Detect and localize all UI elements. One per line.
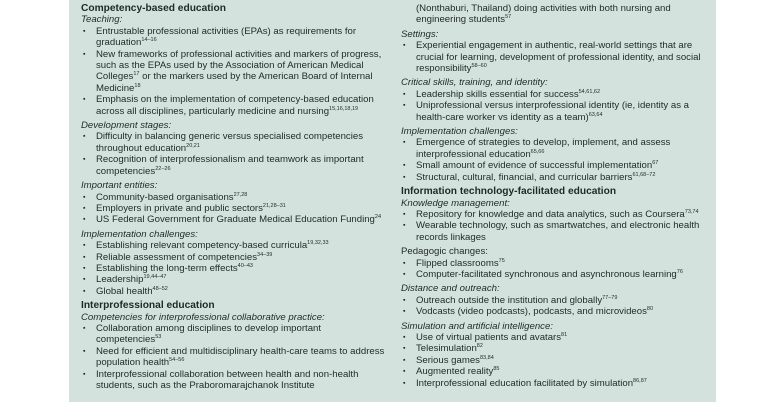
right-column: [401, 3, 704, 402]
education-panel: [69, 0, 716, 402]
reference: 19,32,33: [307, 239, 329, 246]
reference: 54,61,62: [578, 88, 601, 95]
list-item: ▪ Uniprofessional versus interprofessional identity (ie, identity as a health-care worker vs identity as a team)$^{63,64}$: [401, 100, 704, 123]
reference: 80: [646, 305, 654, 312]
subheading: Implementation challenges:: [81, 228, 198, 240]
reference: 20,21: [186, 142, 200, 149]
reference: 27,28: [233, 191, 248, 198]
reference: 86,87: [633, 377, 647, 384]
list-item: ▪ Wearable technology, such as smartwatches, and electronic health records linkages: [401, 220, 704, 243]
list-item: ▪ Vodcasts (video podcasts), podcasts, and microvideos$^{80}$: [401, 306, 704, 317]
reference: 18: [134, 82, 141, 89]
reference: 81: [561, 331, 568, 338]
bullet-list: [401, 209, 704, 243]
section-title: Competency-based education: [81, 3, 226, 14]
list-item: ▪ Interprofessional collaboration between health and non-health students, such as the Praboromarajchanok Institute: [81, 369, 389, 392]
subheading: Critical skills, training, and identity:: [400, 77, 548, 89]
bullet-list: [81, 131, 389, 177]
subheading: Pedagogic changes:: [400, 246, 488, 258]
list-item: ▪ Establishing relevant competency-based curricula$^{19,32,33}$: [81, 240, 389, 251]
bullet-list: [81, 240, 389, 297]
list-item: ▪ Establishing the long-term effects$^{40-43}$: [81, 263, 389, 274]
bullet-list: [401, 137, 704, 183]
bullet-list: [401, 40, 704, 74]
list-item: ▪ Use of virtual patients and avatars$^{81}$: [401, 332, 704, 343]
bullet-list: [81, 323, 389, 391]
list-item: ▪ Community-based organisations$^{27,28}$: [81, 192, 389, 203]
list-item: ▪ Leadership skills essential for success$^{54,61,62}$: [401, 89, 704, 100]
reference: 48–52: [152, 285, 168, 292]
reference: 14–16: [141, 37, 157, 44]
list-item: ▪ Outreach outside the institution and globally$^{77-79}$: [401, 295, 704, 306]
reference: 65,66: [530, 148, 545, 155]
list-item: ▪ Emergence of strategies to develop, implement, and assess interprofessional education$^{65,66}$: [401, 137, 704, 160]
subheading: Distance and outreach:: [400, 283, 500, 295]
list-item: ▪ Employers in private and public sectors$^{21,28-31}$: [81, 203, 389, 214]
reference: 17: [133, 71, 140, 78]
bullet-list: [401, 89, 704, 123]
bullet-list: [401, 295, 704, 318]
list-item: ▪ Emphasis on the implementation of competency-based education across all disciplines, particularly medicine and nursing$^{15,16,18,19}$: [81, 94, 389, 117]
reference: 21,28–31: [262, 202, 286, 209]
reference: 85: [493, 366, 500, 372]
list-item-continuation: (Nonthaburi, Thailand) doing activities with both nursing and engineering students$^{57}$: [415, 3, 671, 26]
section-title: Information technology-facilitated education: [400, 186, 617, 198]
left-column: [81, 3, 389, 402]
list-item: ▪ Interprofessional education facilitated by simulation$^{86,87}$: [401, 378, 704, 389]
list-item: ▪ Collaboration among disciplines to develop important competencies$^{53}$: [81, 323, 389, 346]
reference: 75: [498, 257, 505, 264]
reference: 53: [155, 334, 162, 341]
list-item: ▪ New frameworks of professional activities and markers of progress, such as the EPAs used by the Association of American Medical Colleges$^{17}$ or the markers used by the American Board of Internal Medicine$^{18}$: [81, 49, 389, 95]
list-item: ▪ Serious games$^{83,84}$: [401, 355, 704, 366]
reference: 40–43: [237, 262, 253, 269]
list-item: ▪ Small amount of evidence of successful implementation$^{67}$: [401, 160, 704, 171]
list-item: ▪ Augmented reality$^{85}$: [401, 366, 704, 377]
subheading: Simulation and artificial intelligence:: [400, 320, 553, 332]
reference: 73,74: [684, 208, 699, 215]
subheading: Competencies for interprofessional collaborative practice:: [81, 311, 325, 323]
reference: 54–56: [169, 357, 185, 363]
list-item: ▪ Leadership$^{19,44-47}$: [81, 274, 389, 285]
subheading: Important entities:: [81, 180, 158, 192]
list-item: ▪ Entrustable professional activities (EPAs) as requirements for graduation$^{14-16}$: [81, 26, 389, 49]
subheading: Implementation challenges:: [400, 126, 518, 138]
reference: 82: [476, 343, 483, 350]
list-item: ▪ Global health$^{48-52}$: [81, 286, 389, 297]
reference: 19,44–47: [143, 274, 167, 281]
subheading: Settings:: [400, 28, 439, 40]
bullet-list: [81, 192, 389, 226]
reference: 58–60: [471, 62, 487, 69]
reference: 15,16,18,19: [329, 105, 359, 112]
list-item: ▪ Flipped classrooms$^{75}$: [401, 258, 704, 269]
list-item: ▪ Computer-facilitated synchronous and asynchronous learning$^{76}$: [401, 269, 704, 280]
list-item: ▪ Recognition of interprofessionalism and teamwork as important competencies$^{22-26}$: [81, 154, 389, 177]
list-item: ▪ US Federal Government for Graduate Medical Education Funding$^{24}$: [81, 214, 389, 225]
reference: 77–79: [602, 294, 618, 301]
bullet-list: [81, 26, 389, 117]
list-item: ▪ Experiential engagement in authentic, real-world settings that are crucial for learning, development of professional identity, and social responsibility$^{58-60}$: [401, 40, 704, 74]
subheading: Teaching:: [81, 14, 123, 26]
bullet-list: [401, 332, 704, 389]
list-item: ▪ Structural, cultural, financial, and curricular barriers$^{61,68-72}$: [401, 172, 704, 183]
reference: 34–39: [257, 251, 273, 258]
subheading: Knowledge management:: [400, 197, 510, 209]
reference: 63,64: [588, 111, 603, 118]
reference: 67: [652, 160, 659, 167]
reference: 76: [676, 268, 683, 275]
list-item: ▪ Need for efficient and multidisciplinary health-care teams to address population health$^{54-56}$: [81, 346, 389, 369]
list-item: ▪ Repository for knowledge and data analytics, such as Coursera$^{73,74}$: [401, 209, 704, 220]
reference: 22–26: [155, 165, 171, 172]
reference: 57: [505, 14, 512, 21]
list-item: ▪ Difficulty in balancing generic versus specialised competencies throughout education$^{20,21}$: [81, 131, 389, 154]
reference: 61,68–72: [632, 171, 656, 178]
reference: 24: [374, 214, 382, 221]
list-item: ▪ Telesimulation$^{82}$: [401, 343, 704, 354]
section-title: Interprofessional education: [81, 300, 215, 312]
bullet-list: [401, 258, 704, 281]
reference: 83,84: [479, 354, 494, 361]
subheading: Development stages:: [81, 120, 172, 132]
list-item: ▪ Reliable assessment of competencies$^{34-39}$: [81, 252, 389, 263]
